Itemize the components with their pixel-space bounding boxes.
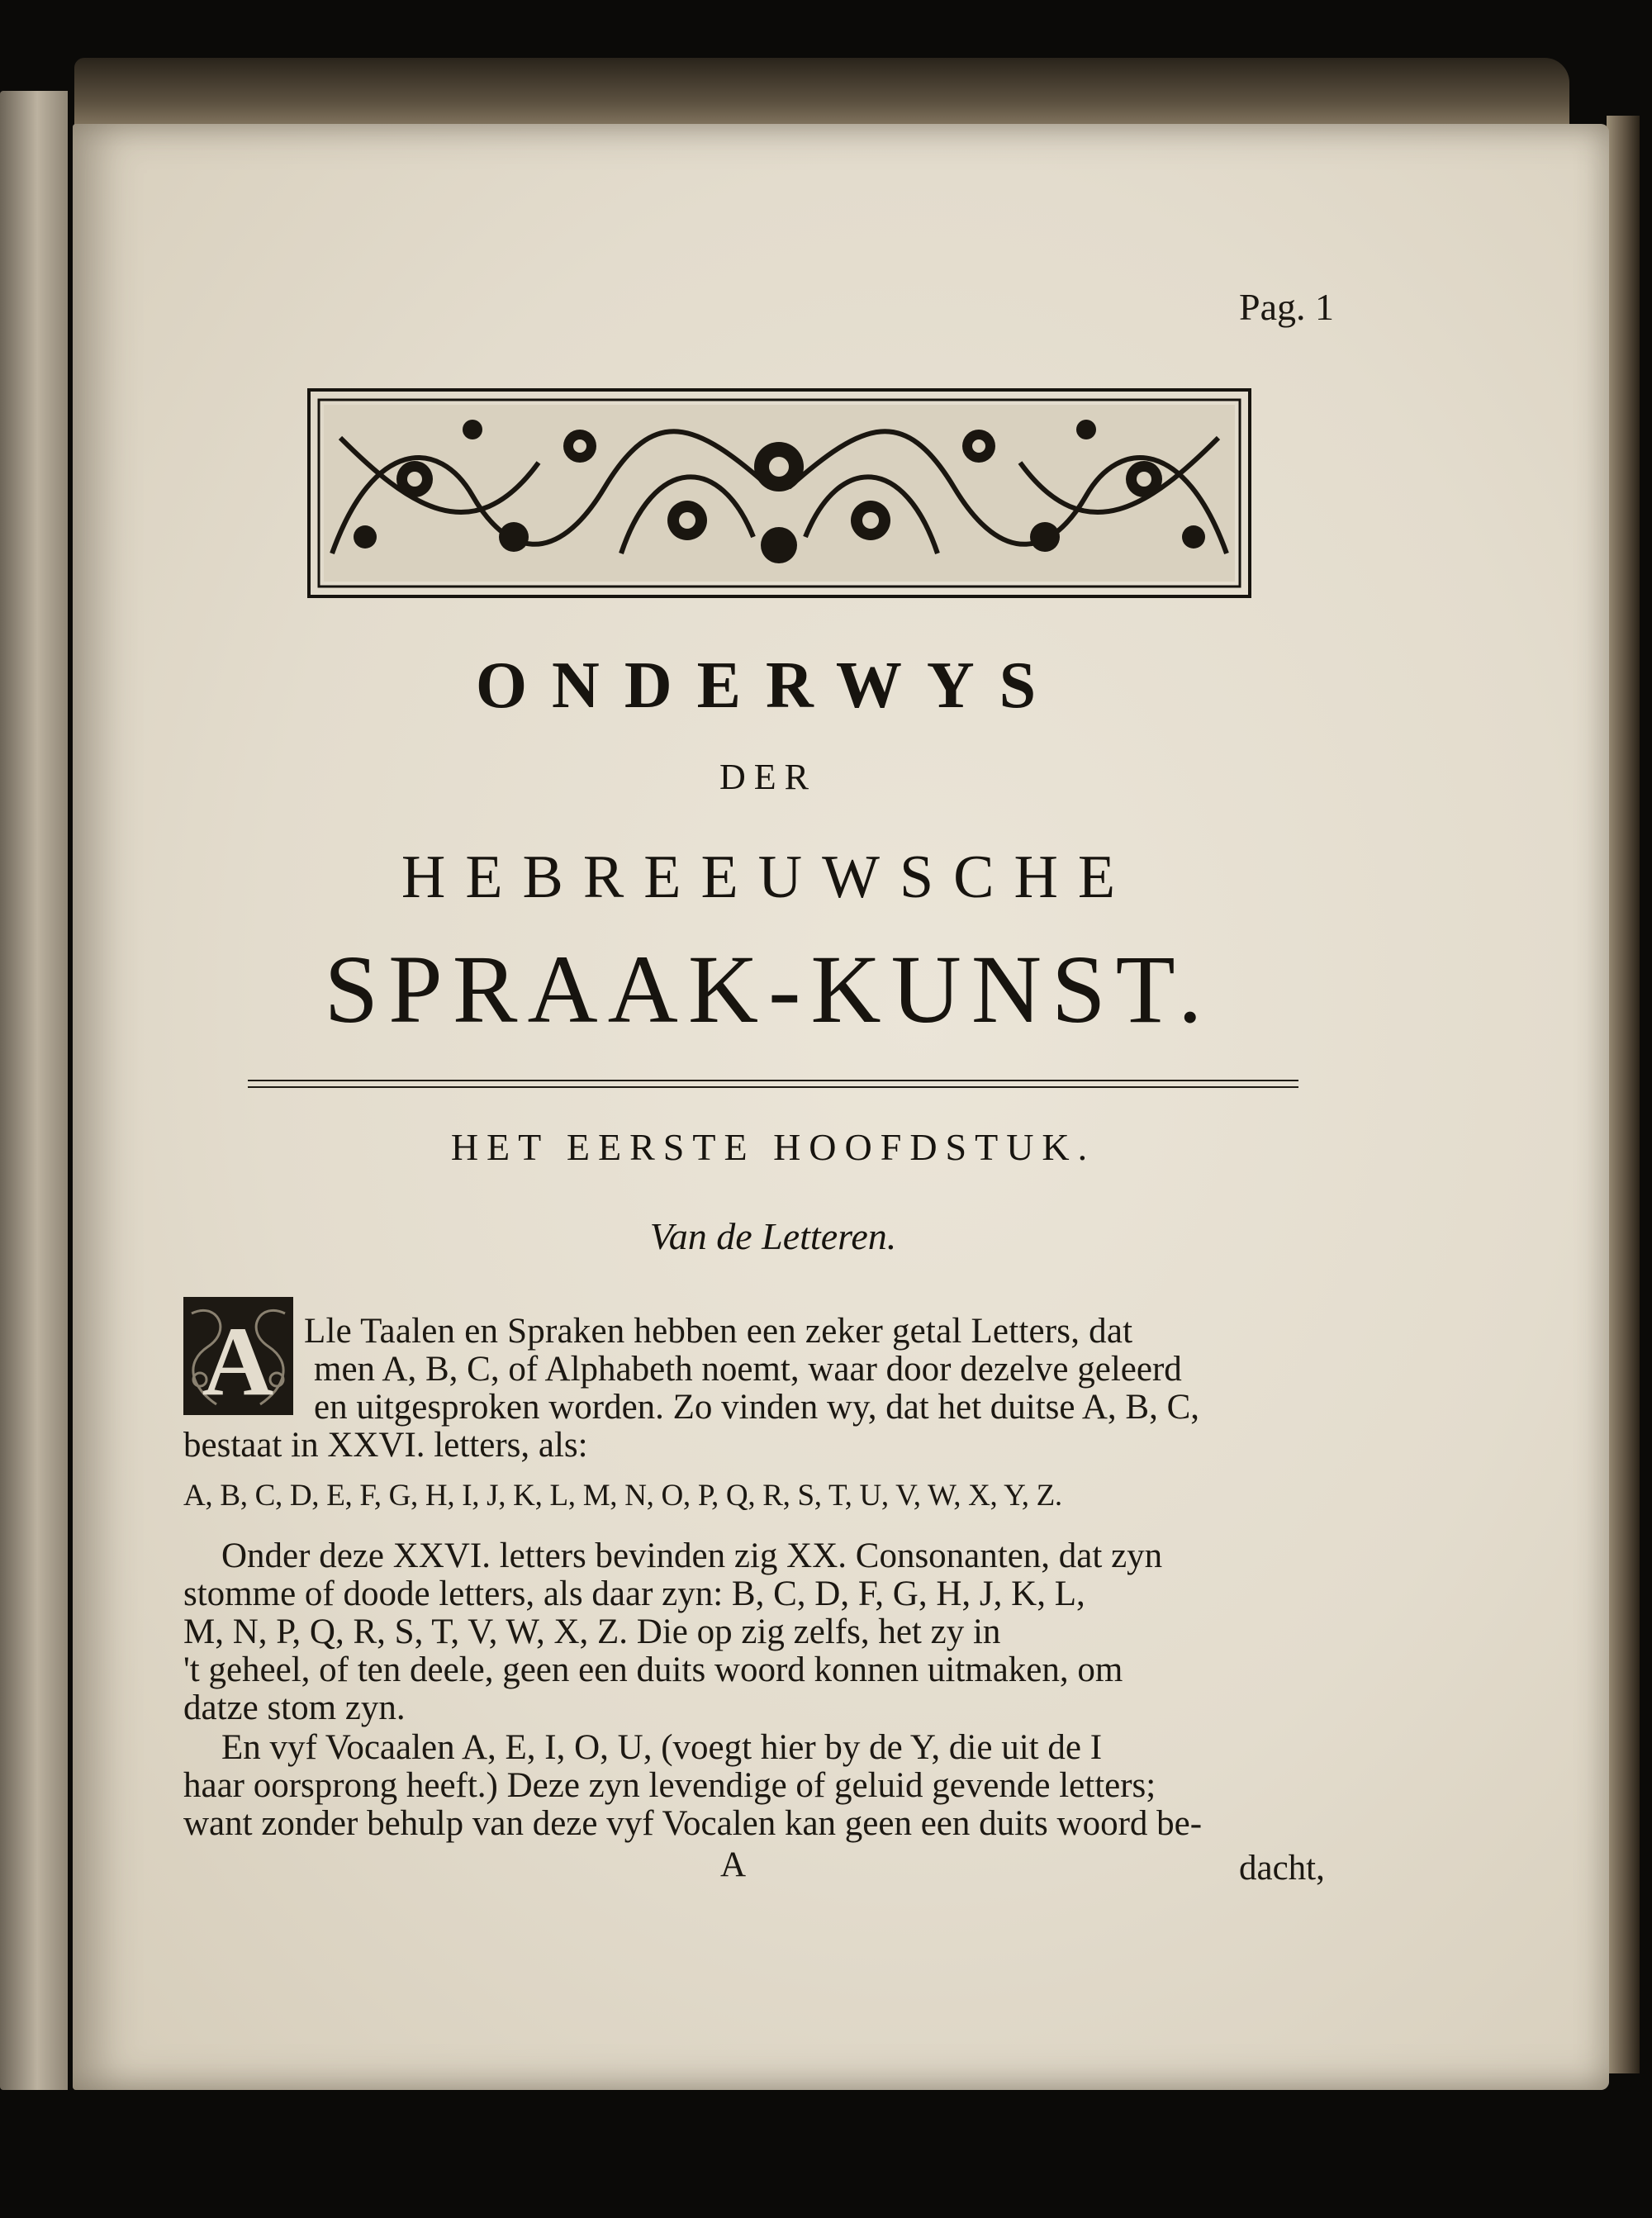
left-page-edge (0, 91, 68, 2090)
chapter-subtitle: Van de Letteren. (649, 1215, 897, 1257)
page-right-edge (1607, 116, 1640, 2073)
page-number: Pag. 1 (1239, 286, 1334, 328)
signature-mark: A (720, 1845, 747, 1884)
body-line-2: men A, B, C, of Alphabeth noemt, waar door dezelve geleerd (314, 1350, 1182, 1389)
title-line-4: SPRAAK-KUNST. (324, 935, 1213, 1043)
body-line-8: M, N, P, Q, R, S, T, V, W, X, Z. Die op zig zelfs, het zy in (183, 1612, 1001, 1651)
svg-text:A: A (202, 1306, 274, 1415)
title-line-2: DER (719, 757, 817, 797)
page-top-edge (74, 58, 1569, 132)
catchword: dacht, (1239, 1849, 1325, 1888)
alphabet-line: A, B, C, D, E, F, G, H, I, J, K, L, M, N, O, P, Q, R, S, T, U, V, W, X, Y, Z. (183, 1479, 1062, 1513)
body-line-10: datze stom zyn. (183, 1688, 406, 1727)
chapter-heading: HET EERSTE HOOFDSTUK. (450, 1126, 1096, 1168)
drop-cap-initial (183, 1297, 293, 1415)
title-line-1: ONDERWYS (475, 649, 1061, 722)
body-line-1: Lle Taalen en Spraken hebben een zeker getal Letters, dat (304, 1312, 1133, 1351)
body-line-3: en uitgesproken worden. Zo vinden wy, dat het duitse A, B, C, (314, 1388, 1200, 1427)
body-line-9: 't geheel, of ten deele, geen een duits woord konnen uitmaken, om (183, 1650, 1123, 1689)
headpiece-ornament (307, 388, 1251, 598)
body-line-4: bestaat in XXVI. letters, als: (183, 1426, 588, 1465)
body-line-11: En vyf Vocaalen A, E, I, O, U, (voegt hier by de Y, die uit de I (221, 1728, 1103, 1767)
body-line-12: haar oorsprong heeft.) Deze zyn levendige of geluid gevende letters; (183, 1766, 1156, 1805)
body-line-7: stomme of doode letters, als daar zyn: B, C, D, F, G, H, J, K, L, (183, 1574, 1085, 1613)
body-line-13: want zonder behulp van deze vyf Vocalen kan geen een duits woord be- (183, 1804, 1203, 1843)
title-rule (248, 1080, 1298, 1088)
body-line-6: Onder deze XXVI. letters bevinden zig XX. Consonanten, dat zyn (221, 1536, 1163, 1575)
title-line-3: HEBREEUWSCHE (401, 843, 1136, 911)
